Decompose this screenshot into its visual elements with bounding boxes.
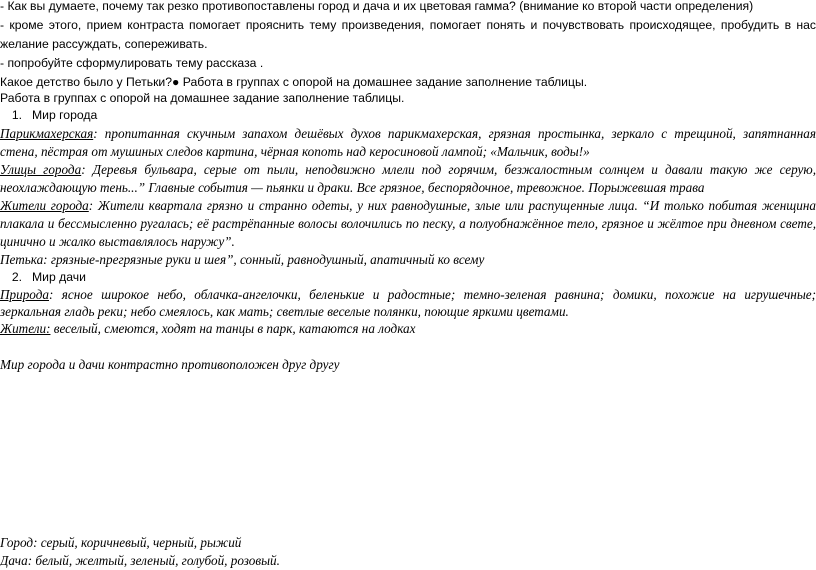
section-2-title: Мир дачи: [32, 270, 86, 284]
dacha-residents-text: веселый, смеются, ходят на танцы в парк, катаются на лодках: [50, 321, 416, 336]
city-barbershop-text: : пропитанная скучным запахом дешёвых духов парикмахерская, грязная простынка, зеркало с трещиной, запятнанная: [93, 126, 816, 141]
city-residents-line-1: [0, 196, 816, 215]
section-1-heading: [0, 106, 816, 125]
conclusion: Мир города и дачи контрастно противоположен друг другу: [0, 357, 340, 372]
question-line-2b: желание рассуждать, сопереживать.: [0, 37, 208, 51]
dacha-residents-line: [0, 319, 816, 338]
city-barbershop-line-1: [0, 124, 816, 143]
city-streets-line-1: [0, 160, 816, 179]
city-residents-label: Жители города: [0, 198, 89, 213]
dacha-nature-label: Природа: [0, 287, 49, 302]
city-residents-text: : Жители квартала грязно и странно одеты, у них равнодушные, злые или распущенные лица. “И только побитая женщина: [88, 198, 816, 213]
question-line-5: Работа в группах с опорой на домашнее задание заполнение таблицы.: [0, 91, 405, 105]
dacha-residents-label: Жители:: [0, 321, 51, 336]
city-streets-line-2: неохлаждающую тень...” Главные события — пьянки и драки. Все грязное, беспорядочное, тревожное. Порыжевшая трава: [0, 180, 705, 195]
city-residents-line-2: плакала и бессмысленно ругалась; её растрёпанные волосы волочились по песку, а полуобнажённое тело, грязное и жёлтое при дневном свете,: [0, 216, 816, 231]
city-colors: Город: серый, коричневый, черный, рыжий: [0, 535, 242, 550]
section-1-number: 1.: [11, 108, 22, 122]
city-residents-line-3: цинично и жалко выставлялось наружу”.: [0, 234, 235, 249]
question-line-1: - Как вы думаете, почему так резко противопоставлены город и дача и их цветовая гамма? (внимание ко второй части определения): [0, 0, 754, 13]
city-streets-text: : Деревья бульвара, серые от пыли, неподвижно млели под горячим, безжалостным солнцем и давали такую же серую,: [81, 162, 816, 177]
petka-description: Петька: грязные-прегрязные руки и шея”, сонный, равнодушный, апатичный ко всему: [0, 252, 485, 267]
question-line-2a: - кроме этого, прием контраста помогает прояснить тему произведения, помогает понять и почувствовать происходящее, пробудить в нас: [0, 18, 816, 32]
section-2-number: 2.: [11, 270, 22, 284]
city-streets-label: Улицы города: [0, 162, 82, 177]
dacha-nature-text: : ясное широкое небо, облачка-ангелочки, беленькие и радостные; темно-зеленая равнина; домики, похожие на игрушечные;: [49, 287, 816, 302]
question-line-4: Какое детство было у Петьки?● Работа в группах с опорой на домашнее задание заполнение таблицы.: [0, 75, 588, 89]
question-line-3: - попробуйте сформулировать тему рассказа .: [0, 56, 264, 70]
dacha-colors: Дача: белый, желтый, зеленый, голубой, розовый.: [0, 553, 280, 568]
section-1-title: Мир города: [32, 108, 98, 122]
dacha-nature-line-2: зеркальная гладь реки; небо смеялось, как мать; светлые веселые полянки, поющие яркими цветами.: [0, 304, 569, 319]
city-barbershop-label: Парикмахерская: [0, 126, 94, 141]
city-barbershop-line-2: стена, пёстрая от мушиных следов картина, чёрная копоть над керосиновой лампой; «Мальчик, воды!»: [0, 144, 590, 159]
